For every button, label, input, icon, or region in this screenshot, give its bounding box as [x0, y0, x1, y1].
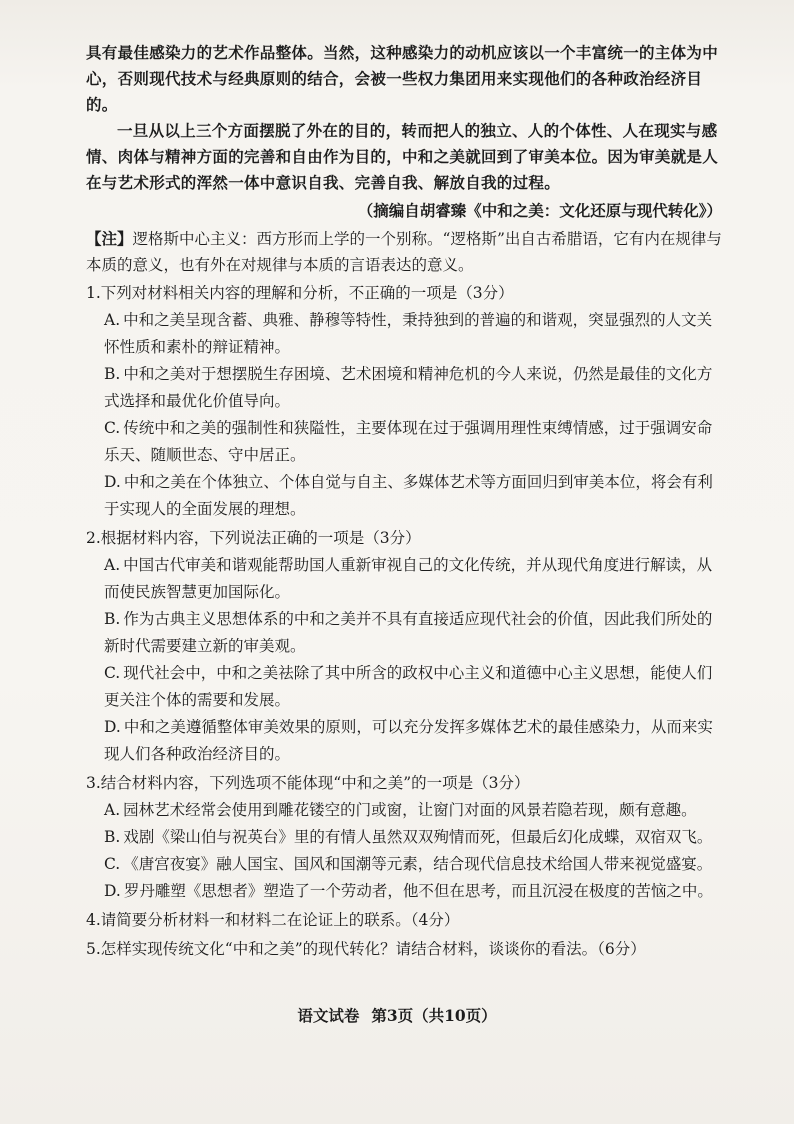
- option-letter: C.: [104, 855, 121, 873]
- footer-page-number: 第3页（共10页）: [371, 1006, 497, 1025]
- option-letter: B.: [104, 828, 121, 846]
- annotation-note: [86, 226, 722, 278]
- option-letter: D.: [104, 718, 121, 736]
- option-text: 传统中和之美的强制性和狭隘性，主要体现在过于强调用理性束缚情感，过于强调安命乐天、随顺世态、守中居正。: [104, 419, 713, 464]
- footer-subject: 语文试卷: [297, 1006, 360, 1025]
- passage-paragraph-1: 具有最佳感染力的艺术作品整体。当然，这种感染力的动机应该以一个丰富统一的主体为中心，否则现代技术与经典原则的结合，会被一些权力集团用来实现他们的各种政治经济目的。: [86, 43, 719, 114]
- option-c: [86, 851, 722, 878]
- passage-source: （摘编自胡睿臻《中和之美：文化还原与现代转化》）: [357, 201, 722, 220]
- option-a: [86, 552, 722, 606]
- option-c: [86, 660, 722, 714]
- option-text: 中和之美对于想摆脱生存困境、艺术困境和精神危机的今人来说，仍然是最佳的文化方式选择和最优化价值导向。: [104, 365, 713, 410]
- option-b: [86, 824, 722, 851]
- question-stem: 4.请简要分析材料一和材料二在论证上的联系。（4分）: [86, 911, 460, 929]
- option-letter: A.: [104, 801, 121, 819]
- option-d: [86, 469, 722, 523]
- option-text: 现代社会中，中和之美祛除了其中所含的政权中心主义和道德中心主义思想，能使人们更关注个体的需要和发展。: [104, 664, 713, 709]
- option-text: 作为古典主义思想体系的中和之美并不具有直接适应现代社会的价值，因此我们所处的新时代需要建立新的审美观。: [104, 610, 713, 655]
- option-letter: A.: [104, 311, 121, 329]
- option-text: 中和之美在个体独立、个体自觉与自主、多媒体艺术等方面回归到审美本位，将会有利于实现人的全面发展的理想。: [104, 473, 713, 518]
- page-footer: [0, 1004, 794, 1026]
- option-letter: B.: [104, 365, 121, 383]
- note-text: 逻格斯中心主义：西方形而上学的一个别称。“逻格斯”出自古希腊语，它有内在规律与本质的意义，也有外在对规律与本质的言语表达的意义。: [86, 230, 722, 274]
- question-3: [86, 770, 722, 905]
- option-text: 中和之美遵循整体审美效果的原则，可以充分发挥多媒体艺术的最佳感染力，从而来实现人们各种政治经济目的。: [104, 718, 713, 763]
- option-letter: D.: [104, 473, 121, 491]
- option-b: [86, 361, 722, 415]
- option-c: [86, 415, 722, 469]
- question-5: [86, 936, 722, 963]
- option-b: [86, 606, 722, 660]
- option-text: 罗丹雕塑《思想者》塑造了一个劳动者，他不但在思考，而且沉浸在极度的苦恼之中。: [123, 882, 713, 900]
- option-text: 园林艺术经常会使用到雕花镂空的门或窗，让窗门对面的风景若隐若现，颇有意趣。: [123, 801, 697, 819]
- option-text: 中国古代审美和谐观能帮助国人重新审视自己的文化传统，并从现代角度进行解读，从而使民族智慧更加国际化。: [104, 556, 713, 601]
- option-letter: C.: [104, 419, 121, 437]
- option-text: 《唐宫夜宴》融人国宝、国风和国潮等元素，结合现代信息技术给国人带来视觉盛宴。: [123, 855, 713, 873]
- question-stem: 3.结合材料内容，下列选项不能体现“中和之美”的一项是（3分）: [86, 774, 530, 792]
- page-content: [86, 40, 722, 963]
- passage-paragraph-2: 一旦从以上三个方面摆脱了外在的目的，转而把人的独立、人的个体性、人在现实与感情、肉体与精神方面的完善和自由作为目的，中和之美就回到了审美本位。因为审美就是人在与艺术形式的浑然一体中意识自我、完善自我、解放自我的过程。: [86, 121, 719, 192]
- option-letter: C.: [104, 664, 121, 682]
- option-text: 中和之美呈现含蓄、典雅、静穆等特性，秉持独到的普遍的和谐观，突显强烈的人文关怀性质和素朴的辩证精神。: [104, 311, 713, 356]
- question-stem: 5.怎样实现传统文化“中和之美”的现代转化？请结合材料，谈谈你的看法。（6分）: [86, 940, 646, 958]
- question-1: [86, 280, 722, 523]
- question-4: [86, 907, 722, 934]
- question-2: [86, 525, 722, 768]
- option-d: [86, 714, 722, 768]
- option-d: [86, 878, 722, 905]
- option-letter: B.: [104, 610, 121, 628]
- option-a: [86, 797, 722, 824]
- option-text: 戏剧《梁山伯与祝英台》里的有情人虽然双双殉情而死，但最后幻化成蝶，双宿双飞。: [123, 828, 713, 846]
- question-stem: 2.根据材料内容，下列说法正确的一项是（3分）: [86, 529, 421, 547]
- question-stem: 1.下列对材料相关内容的理解和分析，不正确的一项是（3分）: [86, 284, 514, 302]
- note-label: 【注】: [86, 229, 133, 248]
- option-letter: D.: [104, 882, 121, 900]
- option-a: [86, 307, 722, 361]
- option-letter: A.: [104, 556, 121, 574]
